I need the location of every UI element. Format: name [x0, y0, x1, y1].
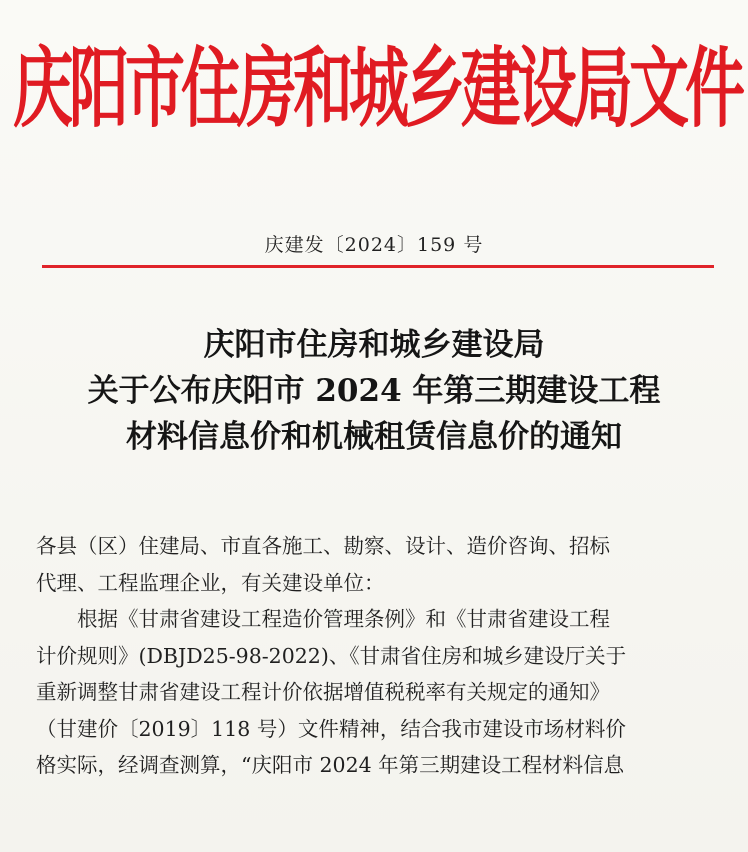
body-line-5: 重新调整甘肃省建设工程计价依据增值税税率有关规定的通知》: [36, 680, 610, 704]
body-line-4: 计价规则》(DBJD25-98-2022)、《甘肃省住房和城乡建设厅关于: [36, 643, 627, 668]
notice-title-line-1: 庆阳市住房和城乡建设局: [203, 327, 545, 363]
red-divider-line: [42, 265, 714, 268]
notice-title-line-3: 材料信息价和机械租赁信息价的通知: [126, 419, 622, 455]
masthead-title: 庆阳市住房和城乡建设局文件: [13, 38, 741, 140]
notice-title: [0, 322, 748, 460]
body-line-3: 根据《甘肃省建设工程造价管理条例》和《甘肃省建设工程: [77, 607, 610, 631]
body-line-1: 各县（区）住建局、市直各施工、勘察、设计、造价咨询、招标: [36, 534, 610, 558]
notice-title-line-2: 关于公布庆阳市 2024 年第三期建设工程: [87, 373, 661, 409]
body-line-2: 代理、工程监理企业，有关建设单位：: [36, 570, 385, 595]
notice-body: [36, 528, 730, 784]
body-line-6: （甘建价〔2019〕118 号）文件精神，结合我市建设市场材料价: [36, 716, 626, 741]
body-line-7: 格实际，经调查测算，“庆阳市 2024 年第三期建设工程材料信息: [36, 753, 625, 777]
document-number: 庆建发〔2024〕159 号: [264, 234, 484, 256]
